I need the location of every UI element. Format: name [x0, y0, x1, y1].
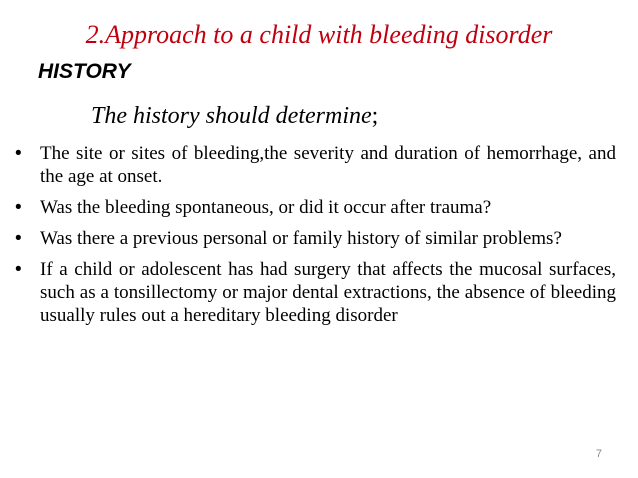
page-number: 7 [595, 448, 602, 460]
bullet-item [0, 196, 638, 219]
intro-line [91, 101, 378, 131]
bullet-text: Was there a previous personal or family history of similar problems? [40, 228, 562, 249]
bullet-icon: • [15, 259, 22, 280]
section-heading: HISTORY [38, 60, 131, 83]
bullet-item [0, 142, 638, 188]
intro-punctuation: ; [371, 103, 379, 129]
bullet-icon: • [15, 197, 22, 218]
bullet-item [0, 258, 638, 327]
bullet-list [0, 142, 638, 335]
bullet-text: The site or sites of bleeding,the severity and duration of hemorrhage, and the age at onset. [40, 143, 616, 187]
bullet-text: Was the bleeding spontaneous, or did it occur after trauma? [40, 197, 492, 218]
slide-title: 2.Approach to a child with bleeding disorder [85, 20, 553, 49]
bullet-item [0, 227, 638, 250]
bullet-text: If a child or adolescent has had surgery that affects the mucosal surfaces, such as a tonsillectomy or major dental extractions, the absence of bleeding usually rules out a hereditary bleeding disorder [40, 259, 616, 326]
intro-text: The history should determine [91, 103, 372, 129]
bullet-icon: • [15, 143, 22, 164]
bullet-icon: • [15, 228, 22, 249]
